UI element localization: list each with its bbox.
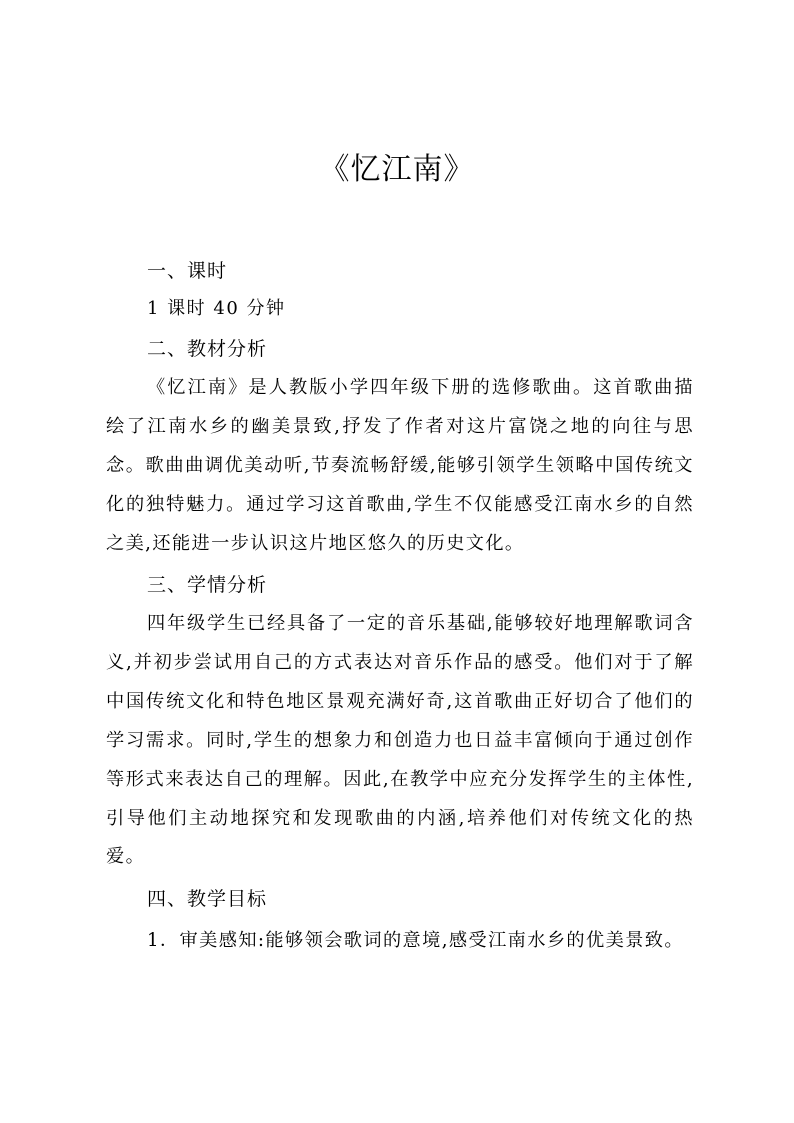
section-heading-teaching-goals: 四、教学目标 [147,888,268,910]
document-title: 《忆江南》 [319,152,475,187]
student-analysis-paragraph: 四年级学生已经具备了一定的音乐基础,能够较好地理解歌词含义,并初步尝试用自己的方式表达对音乐作品的感受。他们对于了解中国传统文化和特色地区景观充满好奇,这首歌曲正好切合了他们的学习需求。同时,学生的想象力和创造力也日益丰富倾向于通过创作等形式来表达自己的理解。因此,在教学中应充分发挥学生的主体性,引导他们主动地探究和发现歌曲的内涵,培养他们对传统文化的热爱。 [106,613,694,868]
section-heading-material-analysis: 二、教材分析 [147,338,268,360]
section-heading-class-hours: 一、课时 [147,260,228,282]
class-hours-text: 1 课时 40 分钟 [147,298,286,319]
teaching-goal-item-1: 1．审美感知:能够领会歌词的意境,感受江南水乡的优美景致。 [147,930,684,951]
material-analysis-paragraph: 《忆江南》是人教版小学四年级下册的选修歌曲。这首歌曲描绘了江南水乡的幽美景致,抒发了作者对这片富饶之地的向往与思念。歌曲曲调优美动听,节奏流畅舒缓,能够引领学生领略中国传统文化的独特魅力。通过学习这首歌曲,学生不仅能感受江南水乡的自然之美,还能进一步认识这片地区悠久的历史文化。 [106,377,694,554]
section-heading-student-analysis: 三、学情分析 [147,574,268,596]
